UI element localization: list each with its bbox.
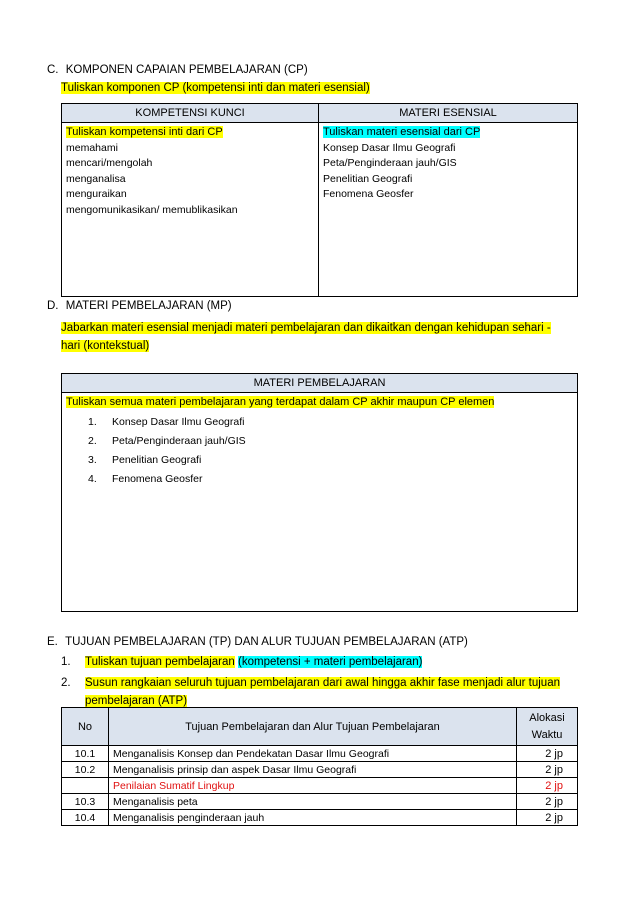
list-number: 4.: [88, 472, 97, 485]
tp-row-no: 10.2: [62, 762, 109, 778]
cp-header-materi: MATERI ESENSIAL: [319, 104, 578, 123]
list-number: 2.: [88, 434, 97, 447]
list-item-text: Penelitian Geografi: [112, 453, 202, 466]
tp-row-text: Penilaian Sumatif Lingkup: [109, 778, 517, 794]
tp-header-alokasi-1: Alokasi: [529, 711, 565, 724]
list-number: 3.: [88, 453, 97, 466]
section-c-instruction: [61, 82, 370, 94]
list-item: [66, 451, 573, 470]
section-c-instruction-text: Tuliskan komponen CP (kompetensi inti dan materi esensial): [61, 82, 370, 94]
cp-kompetensi-cell: [62, 123, 319, 297]
list-item: [66, 432, 573, 451]
section-e-step1: [61, 656, 423, 668]
tp-row-text: Menganalisis prinsip dan aspek Dasar Ilmu Geografi: [109, 762, 517, 778]
mp-header: MATERI PEMBELAJARAN: [62, 374, 578, 393]
section-e-step2: [61, 674, 560, 707]
cp-kompetensi-prompt: Tuliskan kompetensi inti dari CP: [66, 126, 223, 138]
table-row: [62, 762, 578, 778]
cp-header-kompetensi: KOMPETENSI KUNCI: [62, 104, 319, 123]
section-c-heading: [47, 64, 308, 76]
list-item-text: Peta/Penginderaan jauh/GIS: [112, 434, 246, 447]
section-c-letter: C.: [47, 64, 59, 76]
cp-materi-item: Peta/Penginderaan jauh/GIS: [323, 157, 457, 169]
cp-table: [61, 103, 578, 297]
section-d-instruction: [61, 319, 551, 355]
cp-kompetensi-item: mengomunikasikan/ memublikasikan: [66, 203, 238, 216]
cp-materi-item: Fenomena Geosfer: [323, 188, 414, 200]
tp-row-no: [62, 778, 109, 794]
tp-table: [61, 707, 578, 826]
list-item-text: Fenomena Geosfer: [112, 472, 203, 485]
cp-materi-item: Penelitian Geografi: [323, 172, 413, 185]
step1-text: Tuliskan tujuan pembelajaran: [85, 656, 235, 668]
section-c-title: KOMPONEN CAPAIAN PEMBELAJARAN (CP): [65, 64, 308, 76]
cp-materi-prompt: Tuliskan materi esensial dari CP: [323, 126, 481, 138]
list-item-text: Konsep Dasar Ilmu Geografi: [112, 415, 245, 428]
tp-row-alokasi: 2 jp: [517, 810, 578, 826]
tp-row-alokasi: 2 jp: [517, 794, 578, 810]
section-d-instruction-line2: hari (kontekstual): [61, 340, 150, 352]
cp-kompetensi-item: memahami: [66, 141, 118, 154]
tp-row-alokasi: 2 jp: [517, 778, 578, 794]
list-item: [66, 470, 573, 489]
section-e-heading: [47, 636, 468, 648]
section-e-title: TUJUAN PEMBELAJARAN (TP) DAN ALUR TUJUAN PEMBELAJARAN (ATP): [65, 636, 468, 648]
table-row: [62, 810, 578, 826]
section-d-heading: [47, 300, 232, 312]
mp-list: [66, 413, 573, 489]
cp-kompetensi-item: menganalisa: [66, 172, 126, 185]
section-d-instruction-line1: Jabarkan materi esensial menjadi materi pembelajaran dan dikaitkan dengan kehidupan sehari -: [61, 322, 551, 334]
cp-kompetensi-item: menguraikan: [66, 188, 127, 200]
table-row: [62, 746, 578, 762]
section-d-letter: D.: [47, 300, 59, 312]
cp-materi-item: Konsep Dasar Ilmu Geografi: [323, 141, 456, 154]
mp-table: [61, 373, 578, 612]
tp-row-text: Menganalisis peta: [109, 794, 517, 810]
tp-row-no: 10.1: [62, 746, 109, 762]
list-item: [66, 413, 573, 432]
cp-kompetensi-item: mencari/mengolah: [66, 157, 153, 169]
step2-number: 2.: [61, 677, 71, 689]
list-number: 1.: [88, 415, 97, 428]
tp-row-no: 10.4: [62, 810, 109, 826]
tp-row-no: 10.3: [62, 794, 109, 810]
tp-header-alokasi-2: Waktu: [531, 728, 563, 741]
tp-row-alokasi: 2 jp: [517, 746, 578, 762]
step1-number: 1.: [61, 656, 71, 668]
tp-row-text: Menganalisis penginderaan jauh: [109, 810, 517, 826]
tp-row-text: Menganalisis Konsep dan Pendekatan Dasar Ilmu Geografi: [109, 746, 517, 762]
section-d-title: MATERI PEMBELAJARAN (MP): [65, 300, 232, 312]
mp-body-cell: [62, 393, 578, 612]
table-row: [62, 778, 578, 794]
tp-row-alokasi: 2 jp: [517, 762, 578, 778]
tp-header-alokasi: [517, 708, 578, 746]
step2-line1: Susun rangkaian seluruh tujuan pembelajaran dari awal hingga akhir fase menjadi alur tujuan: [85, 677, 560, 689]
table-row: [62, 794, 578, 810]
step2-line2: pembelajaran (ATP): [85, 695, 188, 707]
tp-header-no: No: [62, 708, 109, 746]
mp-prompt: Tuliskan semua materi pembelajaran yang terdapat dalam CP akhir maupun CP elemen: [66, 396, 495, 408]
section-e-letter: E.: [47, 636, 58, 648]
step1-highlight: (kompetensi + materi pembelajaran): [238, 656, 423, 668]
tp-header-tp: Tujuan Pembelajaran dan Alur Tujuan Pembelajaran: [109, 708, 517, 746]
cp-materi-cell: [319, 123, 578, 297]
